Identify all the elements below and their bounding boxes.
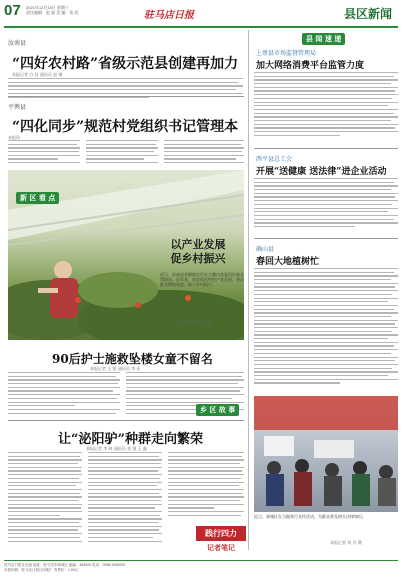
story2-body-col1 <box>8 140 80 168</box>
story2-kicker: 平舆县 <box>8 104 27 111</box>
practice-tag-title: 践行四力 <box>196 526 246 541</box>
rule <box>254 238 398 239</box>
page-footer <box>4 560 398 578</box>
story4-body-col3 <box>168 452 244 524</box>
right2-body <box>254 178 398 234</box>
right1-body <box>254 72 398 144</box>
event-illustration <box>254 396 398 512</box>
date-line <box>26 5 78 15</box>
story3-body-col1 <box>8 372 120 420</box>
story4-byline: 本报记者 李 林 通讯员 张 强 王 鑫 <box>86 446 147 451</box>
story3-byline: 本报记者 王 锐 通讯员 李 亚 <box>90 366 141 371</box>
slogan-line2: 促乡村振兴 <box>170 252 226 265</box>
story1-headline: “四好农村路”省级示范县创建再加力 <box>12 56 239 72</box>
story2-headline: “四化同步”规范村党组织书记管理本 <box>12 119 239 135</box>
story1-kicker: 汝南县 <box>8 40 27 47</box>
page-masthead <box>4 2 398 28</box>
right-photo-caption: 近日，驿城区在当地举行宣传活动，为群众普及相关法律知识。 <box>254 514 366 519</box>
right3-kicker: 确山县 <box>256 246 275 253</box>
rule <box>8 96 244 97</box>
footer-address: 驻马店日报社出版 地址：驻马店市驿城区 邮编：463000 电话：0396-2626000 <box>4 563 126 567</box>
right-badge: 县 闻 速 递 <box>302 33 345 45</box>
feature-caption: 近日，汝南县金铺镇农民在大棚内查看西红柿长势情况。近年来，该县依托特色产业发展，带动群众增收致富，助力乡村振兴。 <box>160 272 244 287</box>
story3-headline: 90后护士施救坠楼女童不留名 <box>52 352 213 366</box>
right3-headline: 春回大地植树忙 <box>256 257 320 267</box>
footer-print: 本报印刷：驻马店日报社印刷厂 零售价：1.00元 <box>4 568 79 572</box>
section-title: 县区新闻 <box>343 7 392 21</box>
slogan-line1: 以产业发展 <box>170 238 226 251</box>
right2-headline: 开展“送健康 送法律”进企业活动 <box>256 167 387 177</box>
story4-body-col2 <box>88 452 162 552</box>
story2-body-col2 <box>86 140 158 168</box>
rule <box>8 420 244 421</box>
rule <box>254 148 398 149</box>
story4-body-col1 <box>8 452 82 552</box>
greenhouse-photo <box>8 170 244 340</box>
feature-slogan <box>158 238 238 266</box>
newspaper-logo: 驻马店日报 <box>144 10 194 21</box>
page-number: 07 <box>4 2 21 19</box>
feature-credit: 本报记者 刘 芳 摄 <box>180 320 212 325</box>
right2-kicker: 西平县总工会 <box>256 156 293 163</box>
right1-kicker: 上蔡县市场监督管理局 <box>256 50 317 57</box>
story2-body-col3 <box>164 140 244 168</box>
column-divider <box>248 30 249 550</box>
practice-tag-sub: 记者笔记 <box>207 544 235 552</box>
story1-byline: 本报记者 白 钰 通讯员 赵 钢 <box>12 72 63 77</box>
right1-headline: 加大网络消费平台监管力度 <box>256 61 365 71</box>
feature-badge: 新 区 看 点 <box>16 192 59 204</box>
issue-date: 2021年12月15日 星期三 <box>26 5 69 10</box>
practice-tag <box>196 526 246 554</box>
right3-body <box>254 268 398 392</box>
right-photo-credit: 本报记者 刘 洋 摄 <box>330 540 362 545</box>
right-event-photo <box>254 396 398 512</box>
story4-badge: 乡 区 故 事 <box>196 404 239 416</box>
story2-byline: 本报讯 <box>8 135 20 140</box>
editor-line: 责任编辑：赵 斌 美 编：张 欣 <box>26 10 79 15</box>
story4-headline: 让“泌阳驴”种群走向繁荣 <box>58 432 203 447</box>
